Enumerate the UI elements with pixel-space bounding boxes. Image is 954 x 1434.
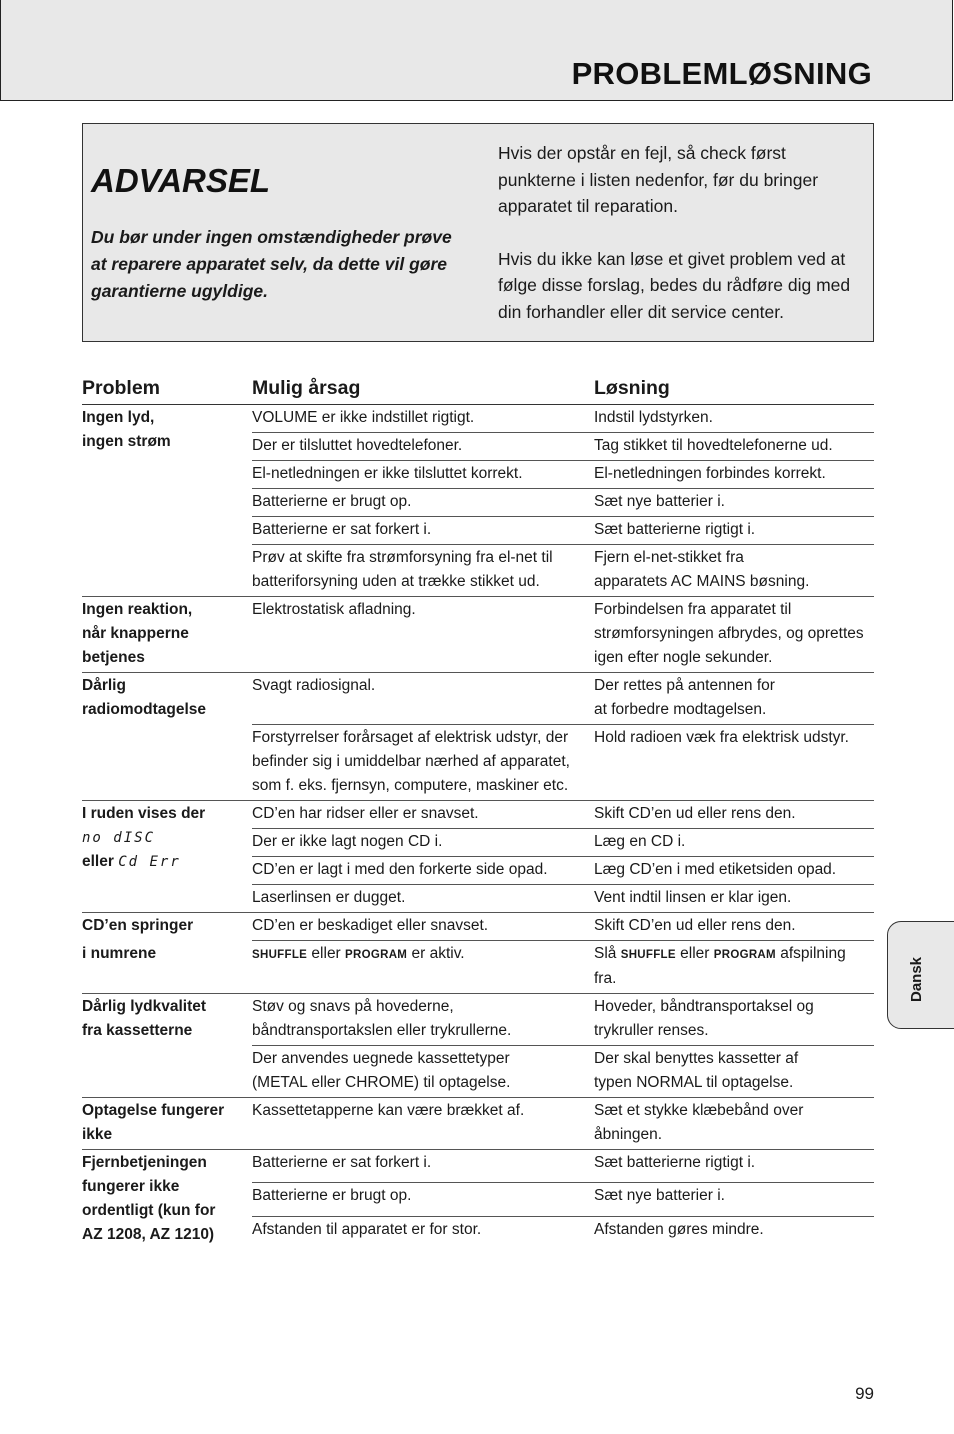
column-header-cause: Mulig årsag (252, 372, 594, 405)
cause-cell: Batterierne er sat forkert i. (252, 517, 594, 545)
cause-cell (252, 941, 594, 994)
table-row (82, 597, 874, 673)
table-row (82, 405, 874, 433)
cause-cell: Elektrostatisk afladning. (252, 597, 594, 673)
problem-cell: Dårlig radiomodtagelse (82, 673, 252, 801)
solution-cell: Hoveder, båndtransportaksel og trykruller renses. (594, 994, 874, 1046)
cause-cell: Forstyrrelser forårsaget af elektrisk udstyr, der befinder sig i umiddelbar nærhed af apparatet, som f. eks. fjernsyn, computere, maskiner etc. (252, 725, 594, 801)
cause-cell: Batterierne er sat forkert i. (252, 1150, 594, 1183)
table-row (82, 913, 874, 941)
solution-cell: Skift CD’en ud eller rens den. (594, 801, 874, 829)
solution-cell: Der skal benyttes kassetter af typen NORMAL til optagelse. (594, 1046, 874, 1098)
cause-text: er aktiv. (407, 945, 465, 962)
cause-cell: Kassettetapperne kan være brækket af. (252, 1098, 594, 1150)
solution-cell: Sæt batterierne rigtigt i. (594, 1150, 874, 1183)
cause-cell: Batterierne er brugt op. (252, 489, 594, 517)
table-header-row (82, 372, 874, 405)
problem-text: I ruden vises der (82, 805, 206, 822)
lcd-cd-err-display: Cd Err (118, 854, 181, 870)
table-row (82, 1098, 874, 1150)
solution-cell: Sæt et stykke klæbebånd over åbningen. (594, 1098, 874, 1150)
cause-cell: Der er ikke lagt nogen CD i. (252, 829, 594, 857)
cause-cell: El-netledningen er ikke tilsluttet korrekt. (252, 461, 594, 489)
solution-text: afspilning fra. (594, 945, 846, 987)
solution-text: eller (675, 945, 714, 962)
solution-cell: Der rettes på antennen for at forbedre modtagelsen. (594, 673, 874, 725)
info-paragraph-1: Hvis der opstår en fejl, så check først punkterne i listen nedenfor, før du bringer apparatet til reparation. (498, 143, 819, 216)
solution-cell: Vent indtil linsen er klar igen. (594, 885, 874, 913)
table-row (82, 673, 874, 725)
cause-cell: VOLUME er ikke indstillet rigtigt. (252, 405, 594, 433)
solution-text: Slå (594, 945, 621, 962)
solution-cell: Læg en CD i. (594, 829, 874, 857)
problem-cell: Ingen reaktion, når knapperne betjenes (82, 597, 252, 673)
solution-cell: Læg CD’en i med etiketsiden opad. (594, 857, 874, 885)
cause-cell: CD’en er beskadiget eller snavset. (252, 913, 594, 941)
language-tab-label: Dansk (908, 956, 925, 1002)
solution-cell: Sæt nye batterier i. (594, 489, 874, 517)
cause-cell: Der anvendes uegnede kassettetyper (METAL eller CHROME) til optagelse. (252, 1046, 594, 1098)
lcd-no-disc-display: no dISC (82, 830, 156, 846)
shuffle-label: SHUFFLE (620, 949, 676, 961)
solution-cell: Skift CD’en ud eller rens den. (594, 913, 874, 941)
solution-cell (594, 941, 874, 994)
solution-cell: Afstanden gøres mindre. (594, 1220, 764, 1238)
cause-cell: Laserlinsen er dugget. (252, 885, 594, 913)
cause-cell: Afstanden til apparatet er for stor. (252, 1220, 482, 1238)
problem-cell: i numrene (82, 941, 252, 994)
shuffle-label: SHUFFLE (252, 949, 308, 961)
column-header-problem: Problem (82, 372, 252, 405)
cause-cell: Der er tilsluttet hovedtelefoner. (252, 433, 594, 461)
cause-text: eller (307, 945, 346, 962)
table-row (82, 801, 874, 829)
solution-cell: Fjern el-net-stikket fra apparatets AC MAINS bøsning. (594, 545, 874, 597)
column-header-solution: Løsning (594, 372, 874, 405)
solution-cell: Tag stikket til hovedtelefonerne ud. (594, 433, 874, 461)
warning-box (82, 123, 874, 342)
cause-cell: CD’en har ridser eller er snavset. (252, 801, 594, 829)
warning-text: Du bør under ingen omstændigheder prøve at reparere apparatet selv, da dette vil gøre garantierne ugyldige. (91, 227, 452, 301)
problem-cell: Ingen lyd, ingen strøm (82, 405, 252, 597)
cause-cell: CD’en er lagt i med den forkerte side opad. (252, 857, 594, 885)
cause-cell: Batterierne er brugt op. (252, 1183, 594, 1216)
problem-cell: Dårlig lydkvalitet fra kassetterne (82, 994, 252, 1098)
warning-title: ADVARSEL (91, 162, 271, 199)
problem-text-eller: eller (82, 853, 114, 870)
program-label: PROGRAM (345, 949, 408, 961)
table-row (82, 1150, 874, 1183)
problem-cell (82, 801, 252, 913)
problem-cell: Optagelse fungerer ikke (82, 1098, 252, 1150)
solution-cell: El-netledningen forbindes korrekt. (594, 461, 874, 489)
solution-cell: Forbindelsen fra apparatet til strømforsyningen afbrydes, og oprettes igen efter nogle sekunder. (594, 597, 874, 673)
page-title: PROBLEMLØSNING (571, 56, 872, 91)
info-text (498, 140, 868, 351)
solution-cell: Sæt nye batterier i. (594, 1183, 874, 1216)
solution-cell: Sæt batterierne rigtigt i. (594, 517, 874, 545)
cause-cell: Støv og snavs på hovederne, båndtransportakslen eller trykrullerne. (252, 994, 594, 1046)
troubleshooting-table (82, 372, 874, 1249)
solution-cell: Indstil lydstyrken. (594, 405, 874, 433)
table-row (82, 941, 874, 994)
cause-cell: Svagt radiosignal. (252, 673, 594, 725)
cause-cell: Prøv at skifte fra strømforsyning fra el-net til batteriforsyning uden at trække stikket ud. (252, 545, 594, 597)
program-label: PROGRAM (713, 949, 776, 961)
info-paragraph-2: Hvis du ikke kan løse et givet problem ved at følge disse forslag, bedes du rådføre dig med din forhandler eller dit service center. (498, 248, 851, 322)
solution-cell: Hold radioen væk fra elektrisk udstyr. (594, 725, 874, 801)
problem-cell: Fjernbetjeningen fungerer ikke ordentligt (kun for AZ 1208, AZ 1210) (82, 1154, 216, 1243)
problem-cell: CD’en springer (82, 917, 194, 934)
table-row (82, 994, 874, 1046)
page-number: 99 (855, 1384, 874, 1403)
language-tab (887, 921, 954, 1029)
